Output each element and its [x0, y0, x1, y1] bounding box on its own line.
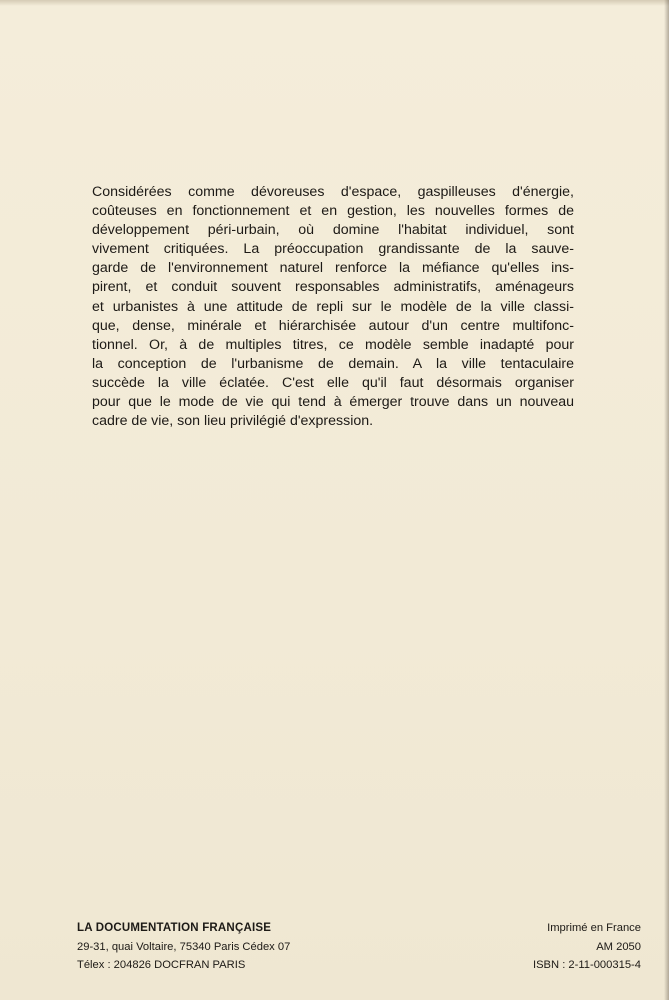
summary-line: pour que le mode de vie qui tend à émerger trouve dans un nouveau — [92, 394, 574, 411]
summary-line: développement péri-urbain, où domine l'habitat individuel, sont — [92, 222, 574, 239]
print-info-block — [441, 919, 641, 975]
summary-line: succède la ville éclatée. C'est elle qu'il faut désormais organiser — [92, 374, 574, 391]
printed-in: Imprimé en France — [547, 922, 641, 934]
summary-line: la conception de l'urbanisme de demain. A la ville tentaculaire — [92, 355, 574, 372]
summary-line: cadre de vie, son lieu privilégié d'expression. — [92, 413, 374, 430]
summary-line: Considérées comme dévoreuses d'espace, gaspilleuses d'énergie, — [92, 184, 574, 200]
summary-line: et urbanistes à une attitude de repli sur le modèle de la ville classi- — [92, 298, 574, 315]
isbn-number: ISBN : 2-11-000315-4 — [532, 959, 641, 971]
summary-line: coûteuses en fonctionnement et en gestion, les nouvelles formes de — [92, 203, 574, 220]
publisher-block — [77, 919, 290, 975]
summary-line: vivement critiquées. La préoccupation grandissante de la sauve- — [92, 241, 574, 258]
publisher-name: LA DOCUMENTATION FRANÇAISE — [77, 922, 272, 934]
page-edge-shadow-right — [664, 0, 669, 1000]
summary-paragraph — [92, 183, 574, 431]
reference-code: AM 2050 — [596, 940, 641, 953]
summary-line: pirent, et conduit souvent responsables administratifs, aménageurs — [92, 279, 574, 296]
summary-line: garde de l'environnement naturel renforce la méfiance qu'elles ins- — [92, 260, 574, 277]
publisher-telex: Télex : 204826 DOCFRAN PARIS — [77, 959, 246, 971]
publisher-address: 29-31, quai Voltaire, 75340 Paris Cédex 07 — [77, 940, 291, 953]
summary-line: que, dense, minérale et hiérarchisée autour d'un centre multifonc- — [92, 317, 574, 334]
summary-line: tionnel. Or, à de multiples titres, ce modèle semble inadapté pour — [92, 336, 574, 353]
page-edge-shadow-top — [0, 0, 669, 6]
